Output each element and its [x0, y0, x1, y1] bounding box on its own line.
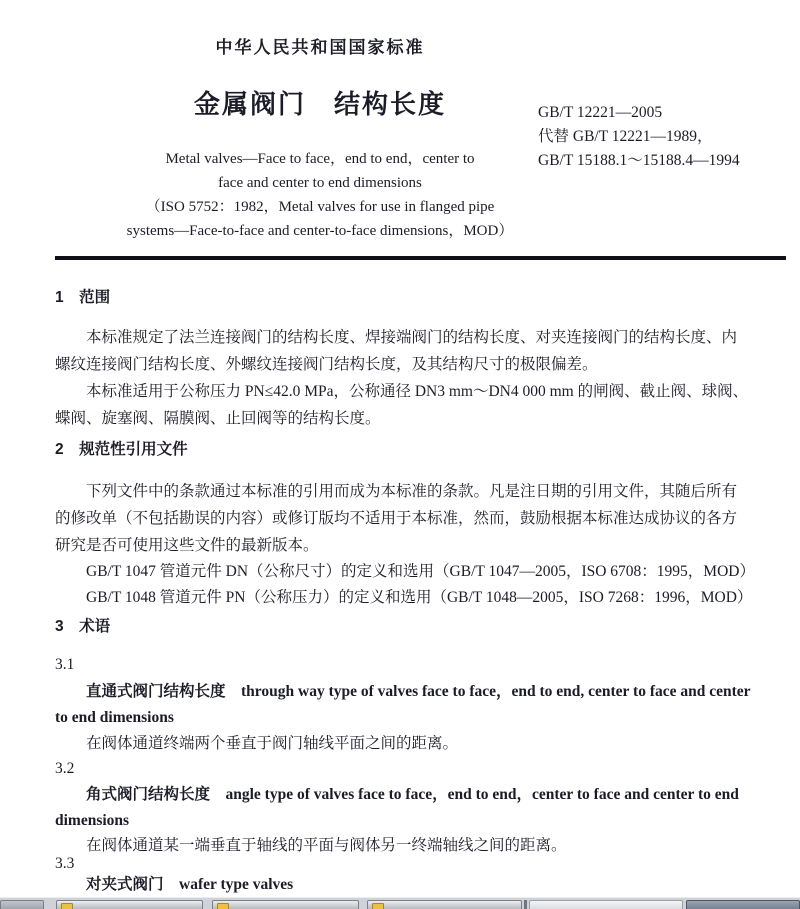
taskbar — [0, 897, 800, 909]
subtitle-line: systems—Face-to-face and center-to-face dimensions，MOD） — [126, 223, 514, 239]
english-subtitle — [35, 147, 605, 243]
taskbar-window-button[interactable] — [367, 900, 522, 909]
header-divider-rule — [55, 256, 786, 260]
folder-icon — [372, 903, 384, 909]
term-name-line: 直通式阀门结构长度 through way type of valves face to face，end to end, center to face and center — [86, 683, 751, 700]
superseded-code: GB/T 15188.1～15188.4—1994 — [538, 152, 740, 169]
term-number: 3.2 — [55, 760, 75, 777]
scope-paragraph-line: 蝶阀、旋塞阀、隔膜阀、止回阀等的结构长度。 — [55, 410, 381, 427]
term-definition: 在阀体通道终端两个垂直于阀门轴线平面之间的距离。 — [86, 735, 459, 752]
taskbar-window-button[interactable] — [56, 900, 203, 909]
scope-paragraph-line: 本标准规定了法兰连接阀门的结构长度、焊接端阀门的结构长度、对夹连接阀门的结构长度、内 — [86, 329, 738, 346]
section-heading-scope: 1 范围 — [55, 289, 111, 306]
subtitle-line: （ISO 5752：1982，Metal valves for use in flanged pipe — [145, 199, 495, 215]
folder-icon — [217, 903, 229, 909]
taskbar-tray-segment[interactable] — [686, 900, 800, 909]
subtitle-line: face and center to end dimensions — [218, 175, 422, 191]
folder-icon — [61, 903, 73, 909]
term-name-line: to end dimensions — [55, 709, 174, 726]
term-name-line: 对夹式阀门 wafer type valves — [86, 876, 294, 893]
superseded-code: 代替 GB/T 12221—1989， — [538, 128, 713, 145]
reference-item: GB/T 1047 管道元件 DN（公称尺寸）的定义和选用（GB/T 1047—2005，ISO 6708：1995，MOD） — [86, 563, 755, 580]
subtitle-line: Metal valves—Face to face，end to end，center to — [165, 151, 475, 167]
scope-paragraph-line: 本标准适用于公称压力 PN≤42.0 MPa，公称通径 DN3 mm～DN4 000 mm 的闸阀、截止阀、球阀、 — [86, 383, 749, 400]
scope-paragraph-line: 螺纹连接阀门结构长度、外螺纹连接阀门结构长度，及其结构尺寸的极限偏差。 — [55, 356, 598, 373]
section-heading-terms: 3 术语 — [55, 618, 111, 635]
section-heading-references: 2 规范性引用文件 — [55, 441, 188, 458]
taskbar-window-button[interactable] — [212, 900, 359, 909]
references-paragraph-line: 的修改单（不包括勘误的内容）或修订版均不适用于本标准，然而，鼓励根据本标准达成协议的各方 — [55, 510, 738, 527]
taskbar-divider — [524, 900, 527, 909]
standard-code: GB/T 12221—2005 — [538, 104, 663, 121]
term-definition: 在阀体通道某一端垂直于轴线的平面与阀体另一终端轴线之间的距离。 — [86, 837, 567, 854]
term-name-line: dimensions — [55, 812, 130, 829]
term-name-line: 角式阀门结构长度 angle type of valves face to face，end to end，center to face and center to end — [86, 786, 739, 803]
standard-label: 中华人民共和国国家标准 — [215, 38, 425, 57]
references-paragraph-line: 研究是否可使用这些文件的最新版本。 — [55, 537, 319, 554]
page-title: 金属阀门 结构长度 — [193, 89, 446, 119]
standard-codes — [538, 101, 740, 173]
reference-item: GB/T 1048 管道元件 PN（公称压力）的定义和选用（GB/T 1048—2005，ISO 7268：1996，MOD） — [86, 589, 753, 606]
taskbar-start-segment[interactable] — [0, 900, 44, 909]
term-number: 3.1 — [55, 656, 75, 673]
taskbar-light-segment[interactable] — [529, 900, 683, 909]
term-number: 3.3 — [55, 855, 75, 872]
references-paragraph-line: 下列文件中的条款通过本标准的引用而成为本标准的条款。凡是注日期的引用文件，其随后所有 — [86, 483, 738, 500]
